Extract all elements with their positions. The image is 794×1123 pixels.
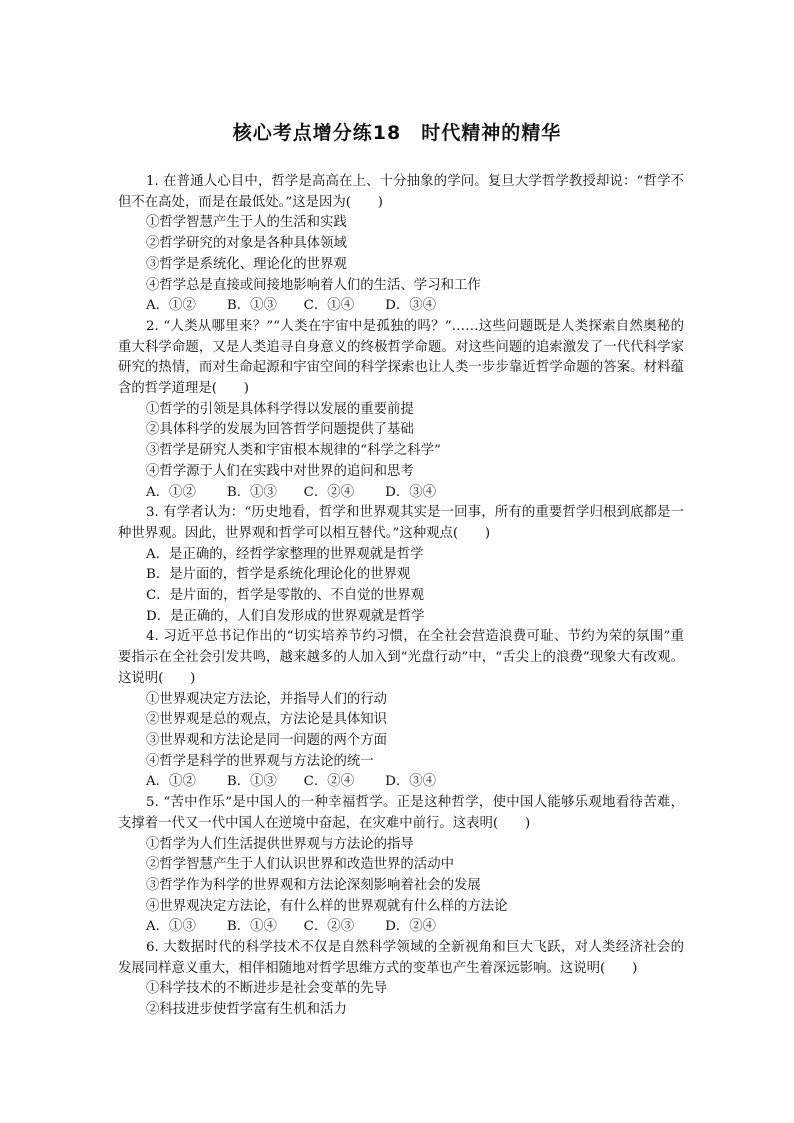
- question-option: ③哲学作为科学的世界观和方法论深刻影响着社会的发展: [146, 877, 481, 893]
- page-title: 核心考点增分练18 时代精神的精华: [232, 122, 562, 144]
- question-stem: 6. 大数据时代的科学技术不仅是自然科学领域的全新视角和巨大飞跃，对人类经济社会的发展同样意义重大，相伴相随地对哲学思维方式的变革也产生着深远影响。这说明( ): [118, 940, 684, 976]
- question-option: ②科技进步使哲学富有生机和活力: [146, 1002, 347, 1018]
- question-stem: 4. 习近平总书记作出的“切实培养节约习惯，在全社会营造浪费可耻、节约为荣的氛围”重要指示在全社会引发共鸣，越来越多的人加入到“光盘行动”中，“舌尖上的浪费”现象大有改观。这说明( ): [118, 629, 684, 686]
- question-option: ②具体科学的发展为回答哲学问题提供了基础: [146, 422, 414, 438]
- question-option: ④世界观决定方法论，有什么样的世界观就有什么样的方法论: [146, 898, 508, 914]
- question-option: B．是片面的，哲学是系统化理论化的世界观: [146, 567, 411, 583]
- question-3: [118, 503, 684, 627]
- answer-choices: A．①③ B．①④ C．②③ D．②④: [146, 919, 437, 935]
- answer-choices: A．①② B．①③ C．②④ D．③④: [146, 774, 437, 790]
- question-list: [118, 172, 684, 1021]
- question-option: ①哲学为人们生活提供世界观与方法论的指导: [146, 836, 414, 852]
- answer-choices: A．①② B．①③ C．①④ D．③④: [146, 298, 437, 314]
- question-option: ②哲学研究的对象是各种具体领域: [146, 236, 347, 252]
- question-option: ①世界观决定方法论，并指导人们的行动: [146, 691, 388, 707]
- question-4: [118, 627, 684, 793]
- question-option: ③哲学是系统化、理论化的世界观: [146, 256, 347, 272]
- question-option: ④哲学总是直接或间接地影响着人们的生活、学习和工作: [146, 277, 481, 293]
- question-stem: 1. 在普通人心目中，哲学是高高在上、十分抽象的学问。复旦大学哲学教授却说：“哲学不但不在高处，而是在最低处。”这是因为( ): [118, 174, 684, 210]
- question-stem: 3. 有学者认为：“历史地看，哲学和世界观其实是一回事，所有的重要哲学归根到底都是一种世界观。因此，世界观和哲学可以相互替代。”这种观点( ): [118, 505, 684, 541]
- question-option: ③世界观和方法论是同一问题的两个方面: [146, 732, 388, 748]
- question-option: ①哲学智慧产生于人的生活和实践: [146, 215, 347, 231]
- question-5: [118, 793, 684, 938]
- question-option: ①科学技术的不断进步是社会变革的先导: [146, 981, 388, 997]
- question-option: ④哲学是科学的世界观与方法论的统一: [146, 753, 374, 769]
- question-stem: 2. “人类从哪里来？”“人类在宇宙中是孤独的吗？”……这些问题既是人类探索自然奥秘的重大科学命题，又是人类追寻自身意义的终极哲学命题。对这些问题的追索激发了一代代科学家研究的热情，而对生命起源和宇宙空间的科学探索也让人类一步步靠近哲学命题的答案。材料蕴含的哲学道理是( ): [118, 318, 684, 397]
- question-1: [118, 172, 684, 317]
- question-option: ②哲学智慧产生于人们认识世界和改造世界的活动中: [146, 857, 454, 873]
- question-stem: 5. “苦中作乐”是中国人的一种幸福哲学。正是这种哲学，使中国人能够乐观地看待苦难，支撑着一代又一代中国人在逆境中奋起，在灾难中前行。这表明( ): [118, 795, 684, 831]
- question-option: ①哲学的引领是具体科学得以发展的重要前提: [146, 401, 414, 417]
- question-6: [118, 938, 684, 1021]
- question-option: ③哲学是研究人类和宇宙根本规律的“科学之科学”: [146, 443, 441, 459]
- question-option: ④哲学源于人们在实践中对世界的追问和思考: [146, 463, 414, 479]
- question-option: D．是正确的，人们自发形成的世界观就是哲学: [146, 608, 425, 624]
- question-option: A．是正确的，经哲学家整理的世界观就是哲学: [146, 546, 424, 562]
- question-option: C．是片面的，哲学是零散的、不自觉的世界观: [146, 588, 425, 604]
- question-2: [118, 317, 684, 503]
- answer-choices: A．①② B．①③ C．②④ D．③④: [146, 484, 437, 500]
- question-option: ②世界观是总的观点，方法论是具体知识: [146, 712, 388, 728]
